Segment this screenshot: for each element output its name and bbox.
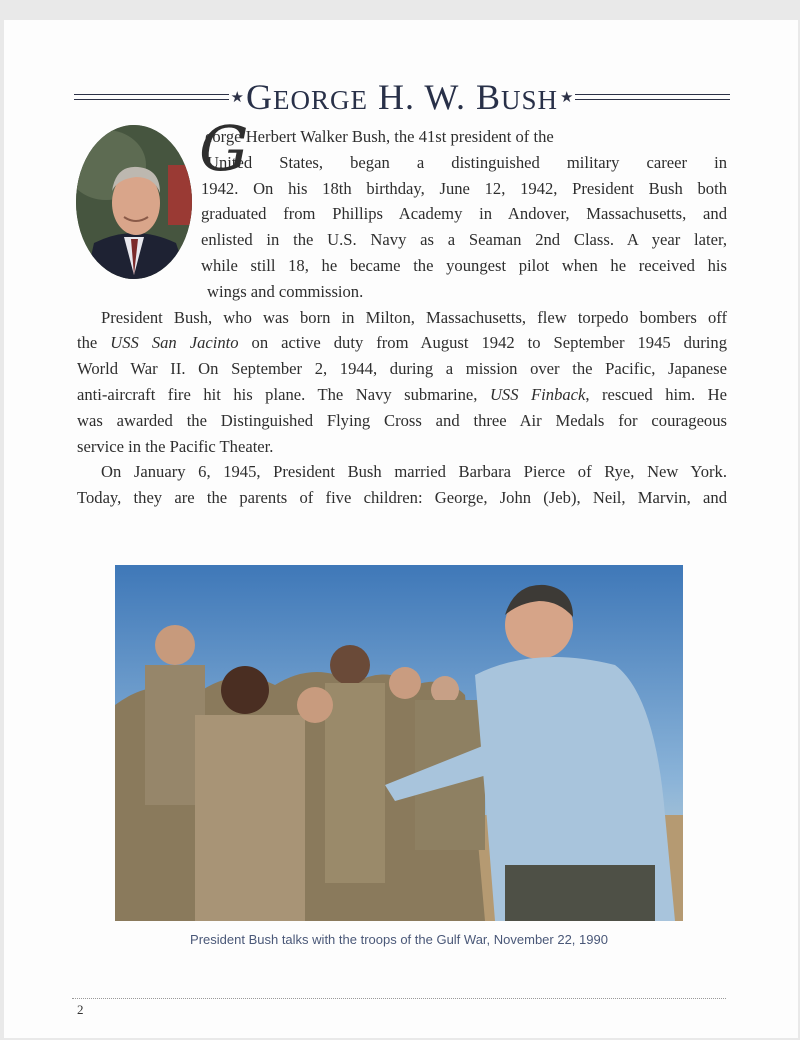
ship-name: USS San Jacinto [110, 333, 239, 353]
ship-name: USS Finback [489, 384, 586, 404]
document-page [4, 20, 798, 1038]
text-line: the USS San Jacinto on active duty from August 1942 to September 1945 during [77, 333, 728, 353]
text-line: wings and commission. [207, 281, 364, 301]
text-line: anti-aircraft fire hit his plane. The Navy submarine, USS Finback, rescued him. He [77, 384, 727, 404]
text-line: Today, they are the parents of five children: George, John (Jeb), Neil, Marvin, and [77, 488, 727, 508]
text-line: 1942. On his 18th birthday, June 12, 1942, President Bush both [201, 178, 727, 198]
text-line: graduated from Phillips Academy in Andover, Massachusetts, and [201, 204, 727, 224]
text-line: service in the Pacific Theater. [77, 436, 274, 456]
body-text [77, 112, 728, 511]
photo-caption: President Bush talks with the troops of the Gulf War, November 22, 1990 [190, 932, 608, 947]
text-line: President Bush, who was born in Milton, Massachusetts, flew torpedo bombers off [101, 307, 727, 327]
drop-cap: G [199, 112, 249, 185]
star-icon: ★ [560, 88, 574, 106]
star-icon: ★ [230, 88, 244, 106]
text-line: was awarded the Distinguished Flying Cross and three Air Medals for courageous [77, 410, 727, 430]
gulf-war-photo [115, 565, 683, 921]
text-line: United States, began a distinguished military career in [207, 152, 727, 172]
text-line: while still 18, he became the youngest pilot when he received his [201, 255, 727, 275]
text-line: On January 6, 1945, President Bush married Barbara Pierce of Rye, New York. [101, 462, 727, 482]
text-line: eorge Herbert Walker Bush, the 41st president of the [205, 127, 554, 146]
page-number: 2 [77, 1002, 84, 1017]
heading-rule-left [74, 94, 229, 100]
footer-rule [72, 998, 726, 999]
heading-rule-right [575, 94, 730, 100]
text-line: enlisted in the U.S. Navy as a Seaman 2nd Class. A year later, [201, 230, 727, 250]
page-heading [74, 72, 730, 122]
text-line: World War II. On September 2, 1944, during a mission over the Pacific, Japanese [77, 359, 727, 379]
page-title: GEORGE H. W. BUSH [245, 77, 559, 117]
